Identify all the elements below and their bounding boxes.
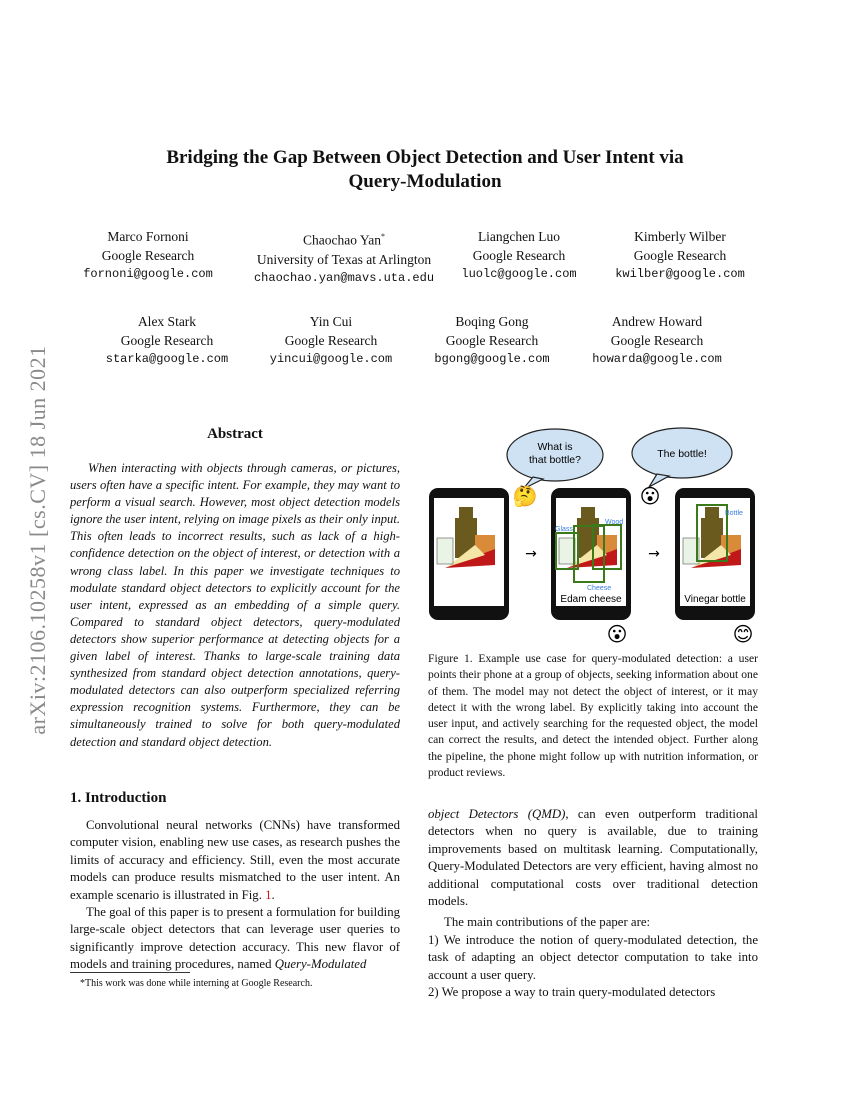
author-name: Chaochao Yan*	[303, 232, 385, 248]
label-cheese: Cheese	[587, 585, 612, 592]
abstract-heading: Abstract	[207, 426, 263, 442]
author-name: Alex Stark	[137, 314, 197, 329]
author-affiliation: Google Research	[610, 333, 704, 348]
intro-column-left	[70, 817, 400, 974]
contributions-intro: The main contributions of the paper are:	[444, 915, 651, 930]
speech-bubble-question	[507, 429, 603, 489]
title-line-2: Query-Modulation	[348, 171, 502, 192]
phone-2-caption: Edam cheese	[560, 594, 622, 605]
author-name: Marco Fornoni	[107, 229, 189, 244]
author-name: Yin Cui	[309, 314, 353, 329]
label-wood: Wood	[605, 519, 624, 526]
worried-face-icon: 😮	[606, 622, 628, 646]
author-email: starka@google.com	[105, 352, 229, 366]
intro-paragraph-1: Convolutional neural networks (CNNs) have transformed computer vision, enabling new use cases, as research pushes the limits of accuracy and efficiency. Still, even the most accurate models can produce results mismatched to the user intent. An example scenario is illustrated in Fig. 1.	[70, 818, 400, 902]
author-email: chaochao.yan@mavs.uta.edu	[253, 270, 435, 285]
arrow-icon: →	[648, 546, 660, 562]
smiling-face-icon: 😊	[732, 622, 754, 646]
speech-bubble-answer	[632, 428, 732, 487]
phone-1	[429, 488, 509, 620]
figure-1-caption: Figure 1. Example use case for query-modulated detection: a user points their phone at a group of objects, seeking information about one of them. The model may not detect the object of interest, or it may detect it with the wrong label. By explicitly taking into account the user input, and actively searching for the requested object, the model can correct the results, and detect the intended object. Further along the pipeline, the phone might follow up with nutrition information, or product reviews.	[428, 652, 758, 780]
author-affiliation: University of Texas at Arlington	[256, 251, 432, 267]
author-affiliation: Google Research	[633, 248, 727, 263]
arxiv-sidebar	[18, 300, 58, 780]
footnote-rule	[70, 972, 190, 973]
contribution-2: 2) We propose a way to train query-modulated detectors	[428, 985, 716, 1000]
author-name: Andrew Howard	[611, 314, 703, 329]
bubble-question-line-2: that bottle?	[529, 454, 581, 466]
figure-1-link[interactable]: 1	[265, 887, 272, 902]
author-affiliation: Google Research	[120, 333, 214, 348]
author-block	[38, 227, 258, 284]
author-email: luolc@google.com	[461, 267, 577, 281]
surprised-face-icon: 😮	[639, 484, 661, 508]
phone-3-caption: Vinegar bottle	[684, 594, 746, 605]
intro-column-right	[428, 806, 758, 1001]
bubble-answer-text: The bottle!	[657, 448, 707, 460]
bubble-question-line-1: What is	[537, 441, 573, 453]
phone-3	[675, 488, 755, 620]
author-block	[570, 227, 790, 284]
author-name: Kimberly Wilber	[634, 229, 726, 244]
intro-paragraph-2: The goal of this paper is to present a formulation for building large-scale object detectors that can leverage user queries to significantly improve detection accuracy. This new flavor of models and training procedures, named Query-Modulated	[70, 905, 400, 972]
author-email: kwilber@google.com	[615, 267, 745, 281]
title-line-1: Bridging the Gap Between Object Detection and User Intent via	[166, 147, 684, 168]
figure-1	[425, 425, 760, 647]
author-affiliation: Google Research	[472, 248, 566, 263]
author-affiliation: Google Research	[445, 333, 539, 348]
phone-2	[551, 488, 631, 620]
author-email: yincui@google.com	[269, 352, 393, 366]
author-name: Liangchen Luo	[477, 229, 561, 244]
paper-title	[100, 146, 750, 194]
author-name: Boqing Gong	[455, 314, 529, 329]
footnote: *This work was done while interning at Google Research.	[80, 978, 313, 989]
contribution-1: 1) We introduce the notion of query-modulated detection, the task of adapting an object detector computation to take into account a user query.	[428, 932, 758, 982]
intro-paragraph-continued: object Detectors (QMD), can even outperform traditional detectors when no query is available, due to training improvements based on multitask learning. Computationally, Query-Modulated Detectors are very efficient, having almost no additional computational costs over traditional detection models.	[428, 807, 758, 909]
arrow-icon: →	[525, 546, 537, 562]
author-email: howarda@google.com	[592, 352, 722, 366]
label-bottle: Bottle	[725, 510, 743, 517]
author-affiliation: Google Research	[284, 333, 378, 348]
arxiv-id: arXiv:2106.10258v1 [cs.CV] 18 Jun 2021	[25, 345, 50, 735]
label-glass: Glass	[555, 526, 573, 533]
author-email: fornoni@google.com	[83, 267, 213, 281]
author-affiliation: Google Research	[101, 248, 195, 263]
abstract-text: When interacting with objects through cameras, or pictures, users often have a specific intent. For example, they may want to perform a visual search. However, most object detection models ignore the user intent, relying on image pixels as their only input. This often leads to incorrect results, such as lack of a high-confidence detection on the object of interest, or detection with a wrong class label. In this paper we investigate techniques to modulate standard object detectors to explicitly account for the user intent, expressed as an embedding of a simple query. Compared to standard object detectors, query-modulated detectors show superior performance at detecting objects for a given label of interest. Thanks to large-scale training data synthesized from standard object detection annotations, query-modulated detectors can also outperform specialized referring expression recognition systems. Furthermore, they can be simultaneously trained to solve for both query-modulated detection and standard object detection.	[70, 461, 400, 749]
author-email: bgong@google.com	[434, 352, 550, 366]
figure-1-illustration	[425, 425, 760, 647]
section-heading-introduction: 1. Introduction	[70, 790, 167, 806]
author-block	[547, 312, 767, 369]
thinking-face-icon: 🤔	[512, 484, 538, 508]
